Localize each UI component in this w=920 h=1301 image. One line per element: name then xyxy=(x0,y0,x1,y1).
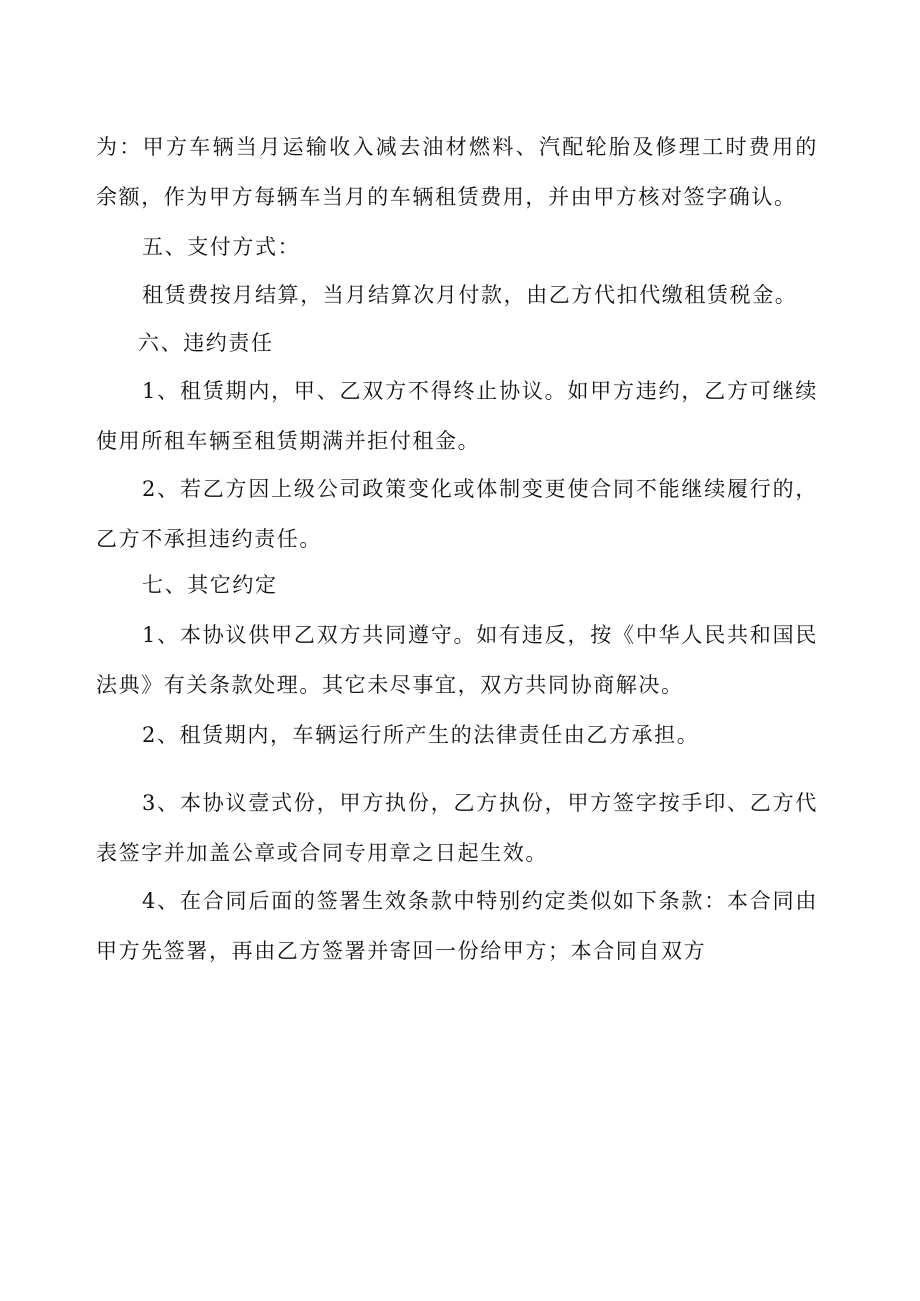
paragraph-other-2: 2、租赁期内，车辆运行所产生的法律责任由乙方承担。 xyxy=(142,723,700,747)
paragraph-other-4: 4、在合同后面的签署生效条款中特别约定类似如下条款：本合同由甲方先签署，再由乙方签署并寄回一份给甲方；本合同自双方 xyxy=(96,889,818,963)
paragraph-liability-2: 2、若乙方因上级公司政策变化或体制变更使合同不能继续履行的，乙方不承担违约责任。 xyxy=(96,477,818,551)
heading-liability: 六、违约责任 xyxy=(138,331,274,355)
paragraph-payment-terms: 租赁费按月结算，当月结算次月付款，由乙方代扣代缴租赁税金。 xyxy=(142,283,798,307)
paragraph-other-1: 1、本协议供甲乙双方共同遵守。如有违反，按《中华人民共和国民法典》有关条款处理。其它未尽事宜，双方共同协商解决。 xyxy=(96,623,818,697)
heading-other-agreements: 七、其它约定 xyxy=(142,573,278,597)
paragraph-rent-calculation: 为：甲方车辆当月运输收入减去油材燃料、汽配轮胎及修理工时费用的余额，作为甲方每辆车当月的车辆租赁费用，并由甲方核对签字确认。 xyxy=(96,135,818,209)
paragraph-liability-1: 1、租赁期内，甲、乙双方不得终止协议。如甲方违约，乙方可继续使用所租车辆至租赁期满并拒付租金。 xyxy=(96,379,818,453)
heading-payment-method: 五、支付方式： xyxy=(142,235,301,259)
paragraph-other-3: 3、本协议壹式份，甲方执份，乙方执份，甲方签字按手印、乙方代表签字并加盖公章或合同专用章之日起生效。 xyxy=(96,791,818,865)
